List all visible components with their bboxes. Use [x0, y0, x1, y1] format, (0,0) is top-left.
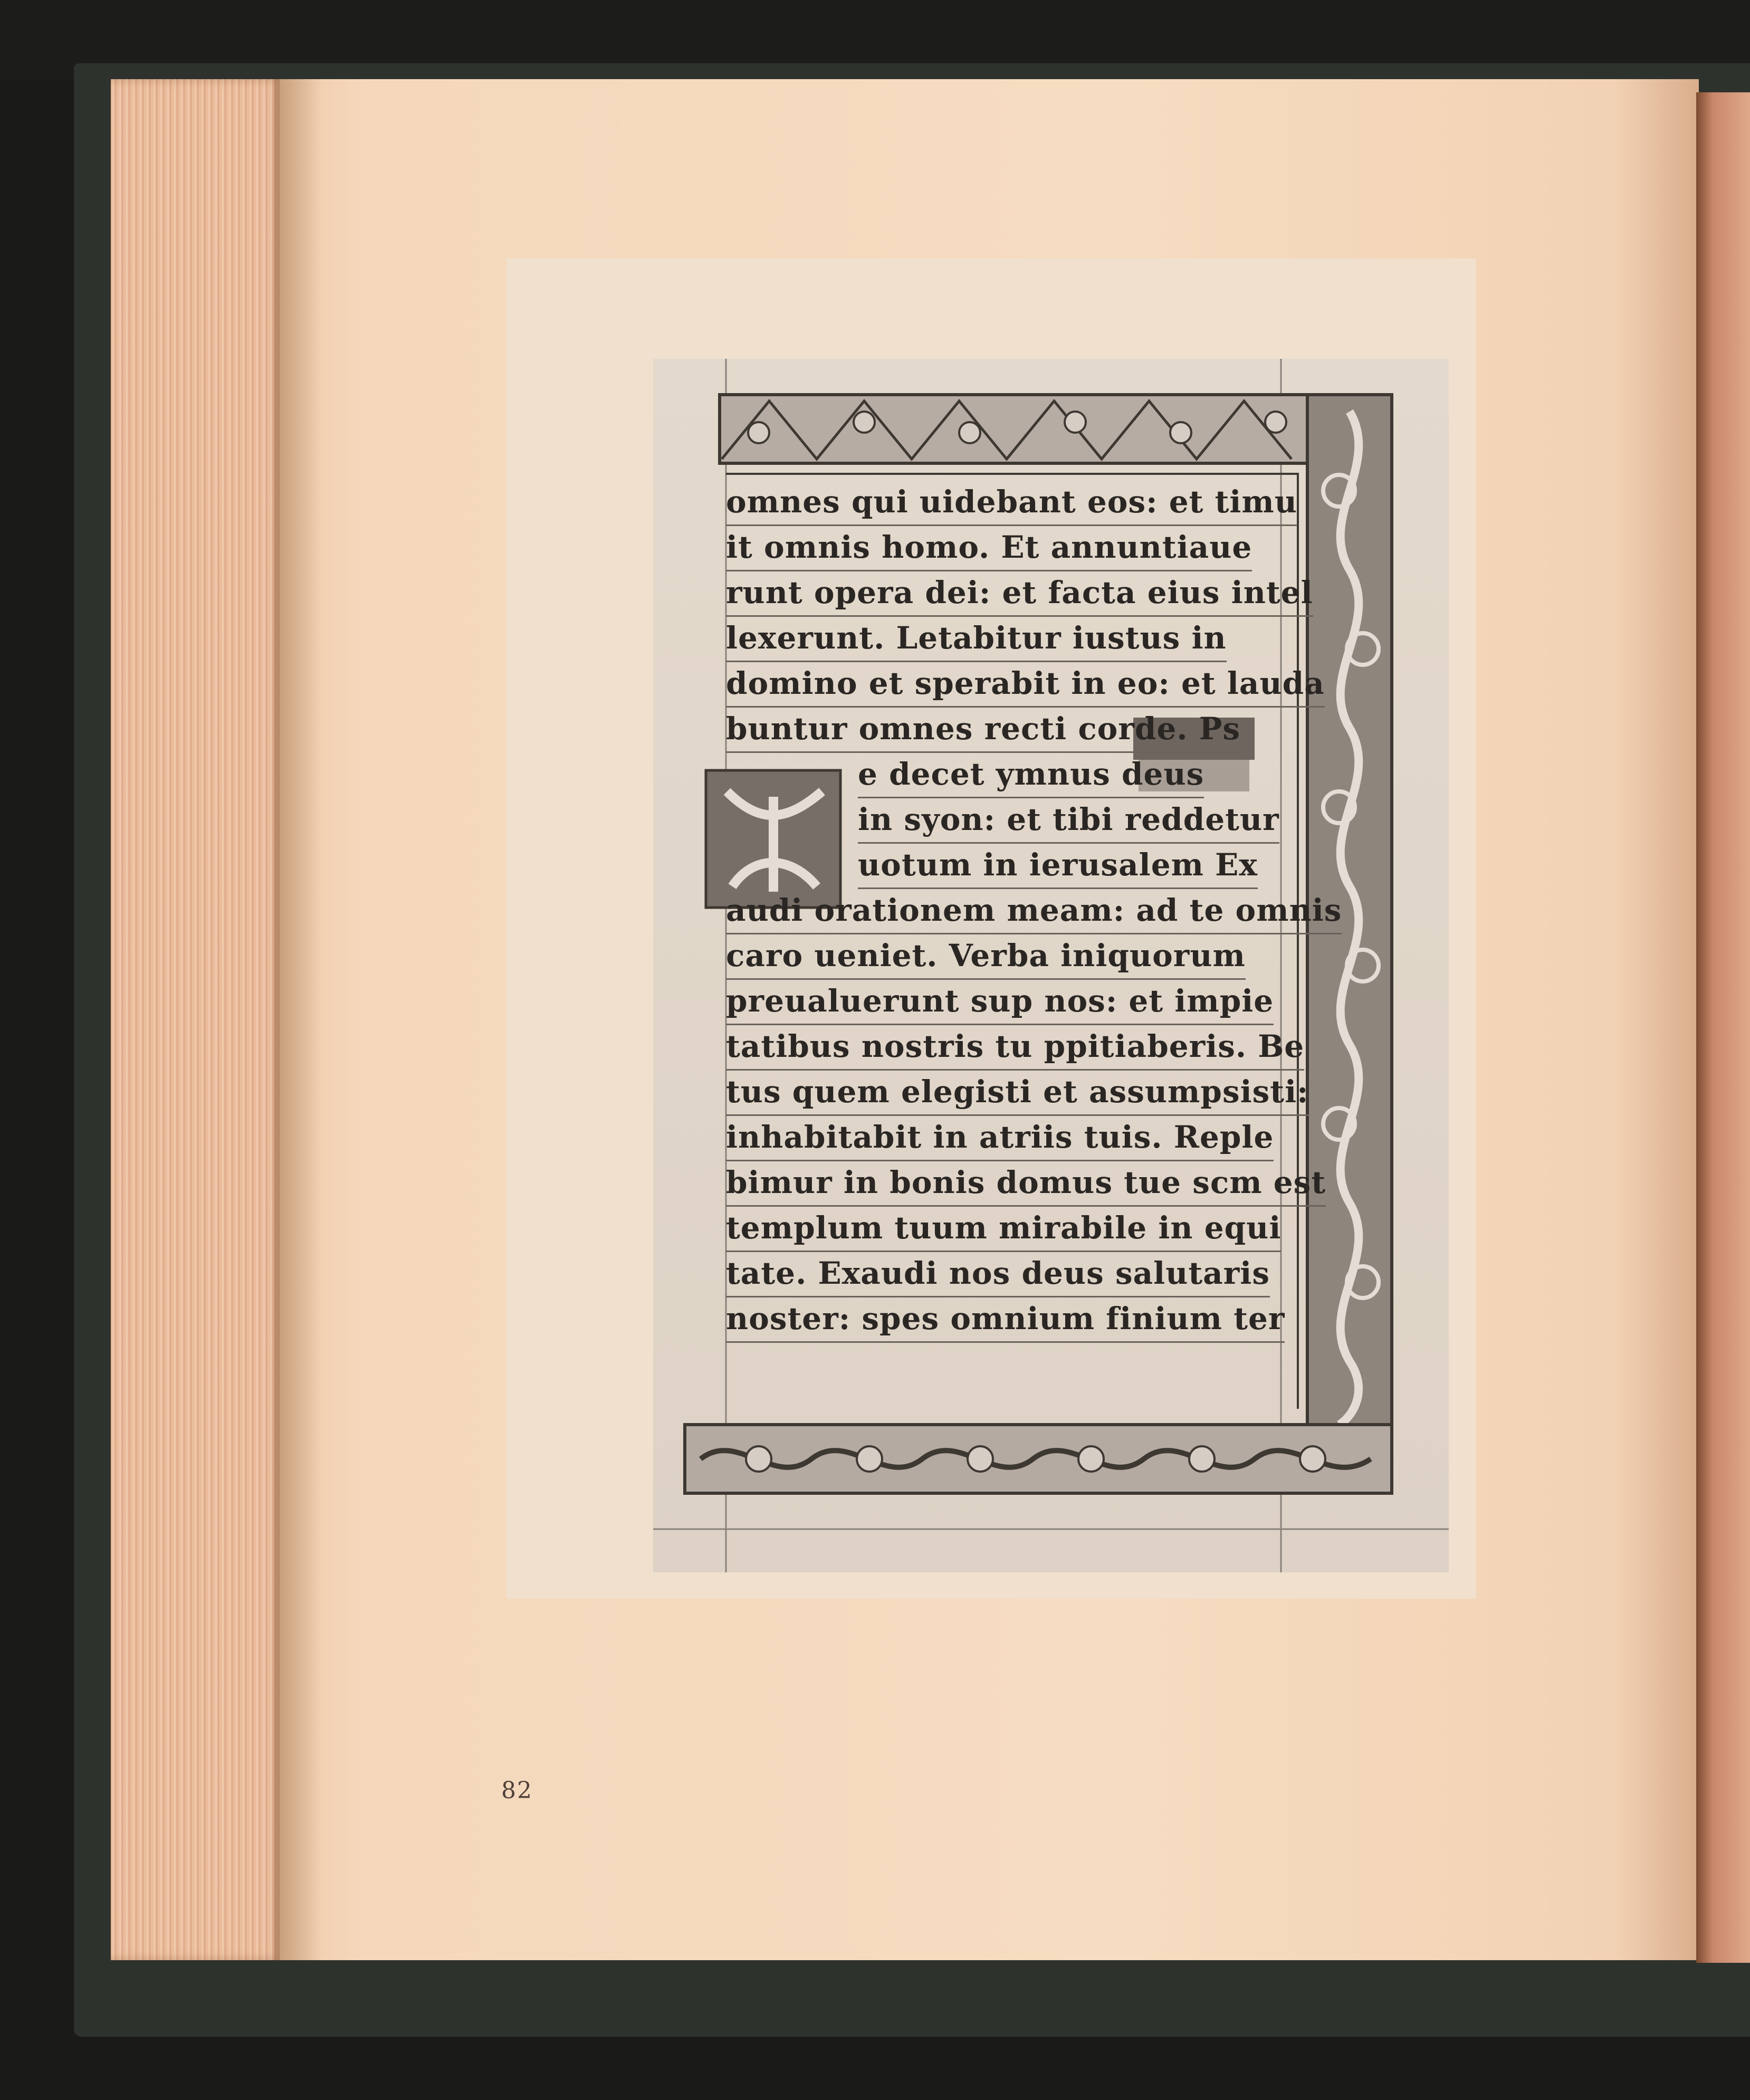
manuscript-line: preualuerunt sup nos: et impie: [726, 978, 1274, 1025]
manuscript-line: omnes qui uidebant eos: et timu: [726, 479, 1297, 526]
manuscript-line: buntur omnes recti corde. Ps: [726, 706, 1240, 753]
facing-page-edge: [1696, 92, 1750, 1963]
manuscript-line: tate. Exaudi nos deus salutaris: [726, 1251, 1270, 1297]
manuscript-line: bimur in bonis domus tue scm est: [726, 1160, 1326, 1207]
manuscript-line: templum tuum mirabile in equi: [726, 1205, 1281, 1252]
manuscript-line: uotum in ierusalem Ex: [858, 842, 1258, 889]
manuscript-line: lexerunt. Letabitur iustus in: [726, 615, 1227, 662]
manuscript-line: tus quem elegisti et assumpsisti:: [726, 1069, 1309, 1116]
manuscript-line: domino et sperabit in eo: et lauda: [726, 661, 1325, 708]
manuscript-line: it omnis homo. Et annuntiaue: [726, 524, 1252, 571]
page-number: 82: [501, 1777, 533, 1804]
manuscript-line: runt opera dei: et facta eius intel: [726, 570, 1313, 617]
manuscript-line: in syon: et tibi reddetur: [858, 797, 1279, 844]
manuscript-line: audi orationem meam: ad te omnis: [726, 887, 1342, 934]
manuscript-line: e decet ymnus deus: [858, 751, 1204, 798]
manuscript-line: tatibus nostris tu ppitiaberis. Be: [726, 1024, 1304, 1071]
manuscript-line: inhabitabit in atriis tuis. Reple: [726, 1114, 1274, 1161]
manuscript-leaf: [653, 359, 1449, 1572]
page-edges: [111, 79, 285, 1960]
manuscript-line: noster: spes omnium finium ter: [726, 1296, 1285, 1343]
manuscript-text: [726, 479, 1342, 1387]
gutter-shadow: [274, 79, 322, 1960]
manuscript-line: caro ueniet. Verba iniquorum: [726, 933, 1246, 980]
